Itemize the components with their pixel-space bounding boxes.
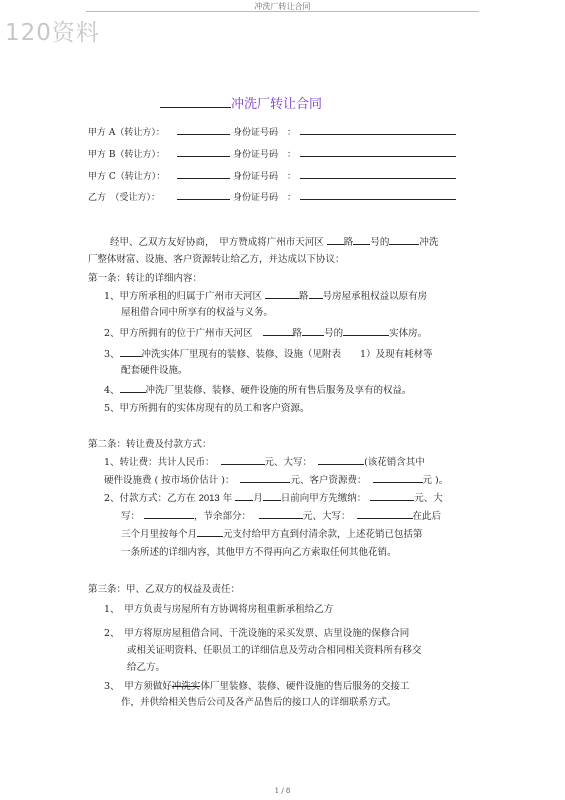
s2-i2-year: 2013 [198, 493, 220, 504]
party-b2-id-blank [300, 191, 456, 200]
party-b-id-label: 身份证号码 ： [233, 150, 297, 160]
s1-i4-num: 4、 [104, 385, 120, 396]
party-b2-id-label: 身份证号码 ： [233, 193, 297, 203]
intro-line-1 [110, 236, 438, 249]
header-rule [86, 11, 479, 12]
party-a-label: 甲方 A（转让方）： [88, 128, 165, 138]
s2-i1-rest: (该花销含其中 [364, 457, 425, 468]
party-c-label: 甲方 C（转让方）： [88, 172, 166, 182]
watermark: 120资料 [5, 20, 100, 46]
s2-item-2-line-2 [121, 510, 441, 523]
s1-item-2 [104, 327, 427, 340]
s1-i2-rest: 实体房。 [389, 328, 428, 339]
s1-i2-number: 号的 [324, 328, 344, 339]
s3-item-3 [104, 680, 409, 693]
client-fee-blank [373, 474, 423, 483]
party-c-name-blank [177, 170, 230, 179]
s3-item-2-line-2: 或相关证明资料、任职员工的详细信息及劳动合相同相关资料所有移交 [127, 645, 422, 656]
section-2-heading: 第二条：转让费及付款方式： [88, 439, 212, 450]
s1-item-5: 5、甲方所拥有的实体房现有的员工和客户资源。 [104, 403, 310, 414]
s3-i3-text: 3、 甲方须做好 [104, 681, 172, 692]
s1-item-3-line-2: 配套硬件设施。 [121, 365, 188, 376]
party-b2-label: 乙方 （受让方）： [88, 193, 161, 203]
title-text: 冲洗厂转让合同 [231, 97, 323, 112]
s2-i2-month: 月 [253, 493, 263, 504]
name-blank [120, 384, 146, 393]
s1-i1-text: 1、甲方所承租的归属于广州市天河区 [104, 291, 263, 302]
s1-item-4 [104, 384, 412, 397]
party-b2-name-blank [177, 191, 230, 200]
s1-i2-text: 2、甲方所拥有的位于广州市天河区 [104, 328, 253, 339]
day-blank [263, 492, 281, 501]
party-a-id-label: 身份证号码 ： [233, 128, 297, 138]
s2-i2-after: 在此后 [412, 511, 442, 522]
intro-line-2: 厂整体财富、设施、客户资源转让给乙方，并达成以下协议： [88, 254, 345, 265]
s1-i3-text: 冲洗实体厂里现有的装修、装修、设施（见附表 1）及现有耗材等 [141, 349, 433, 360]
s1-item-1-line-2: 屋租借合同中所享有的权益与义务。 [121, 307, 274, 318]
party-b-name-blank [177, 148, 230, 157]
deposit-blank [370, 492, 414, 501]
month-blank [235, 492, 253, 501]
title-blank [160, 96, 231, 108]
s2-i1-hw: 硬件设施费 ( 按市场价估计 )： [104, 475, 235, 486]
s2-item-1 [104, 456, 425, 469]
s1-i2-road: 路 [292, 328, 303, 339]
s1-i1-rest: 号房屋承租权益以原有房 [322, 291, 428, 302]
s2-item-2-line-3 [121, 528, 423, 541]
s2-i1-end: 元 )。 [422, 475, 449, 486]
s2-i1-client: 元、客户资源费： [290, 475, 367, 486]
deposit-upper-blank [144, 510, 194, 519]
s2-i1-upper: 元、大写： [264, 457, 313, 468]
s2-i2-year-label: 年 [222, 493, 233, 504]
running-header: 冲洗厂转让合同 [254, 2, 311, 11]
uppercase-blank [318, 456, 364, 465]
balance-upper-blank [357, 510, 413, 519]
s2-i2-upper: 元、大 [414, 493, 443, 504]
s3-i3-rest: 体厂里装修、装修、硬件设施的售后服务的交接工 [200, 681, 410, 692]
s3-i3-struck: 冲洗实 [171, 681, 201, 692]
s3-item-1: 1、 甲方负责与房屋所有方协调将房租重新承租给乙方 [104, 604, 334, 615]
number-blank [353, 236, 370, 245]
s2-item-1-line-2 [104, 474, 448, 487]
intro-wash: 冲洗 [419, 237, 439, 248]
road-blank [265, 290, 299, 299]
s3-item-2-line-3: 给乙方。 [127, 662, 166, 673]
s2-item-2-line-4: 一条所述的详细内容，其他甲方不得再向乙方索取任何其他花销。 [121, 547, 397, 558]
party-a-id-blank [300, 126, 456, 135]
s1-i3-num: 3、 [104, 349, 120, 360]
s3-item-2: 2、 甲方将原房屋租借合同、干洗设施的采买发票、店里设施的保修合同 [104, 628, 410, 639]
s1-item-1 [104, 290, 427, 303]
s2-i2-monthly: 三个月里按每个月 [121, 529, 198, 540]
s1-i4-text: 冲洗厂里装修、装修、硬件设施的所有售后服务及享有的权益。 [145, 385, 412, 396]
s2-i2-pay: 日前向甲方先缴纳： [280, 493, 367, 504]
hw-fee-blank [240, 474, 290, 483]
party-b-id-blank [300, 148, 456, 157]
s2-i2-rest-upper: 元、大写： [303, 511, 351, 522]
amount-blank [221, 456, 265, 465]
document-title [160, 93, 322, 112]
name-blank [343, 327, 389, 336]
party-a-name-blank [177, 126, 230, 135]
intro-number: 号的 [370, 237, 390, 248]
intro-text: 经甲、乙双方友好协商， 甲方赞成将广州市天河区 [110, 237, 324, 248]
party-b-label: 甲方 B（转让方）： [88, 150, 165, 160]
name-blank [120, 348, 142, 357]
party-c-id-blank [300, 170, 456, 179]
s2-i2-monthly-rest: 元支付给甲方直到付清余款，上述花销已包括第 [223, 529, 423, 540]
s2-i2-rest: ，节余部分： [194, 511, 252, 522]
s2-item-2 [104, 492, 443, 505]
s2-i2-write: 写： [121, 511, 141, 522]
s3-item-3-line-2: 作，并供给相关售后公司及各产品售后的接口人的详细联系方式。 [121, 697, 397, 708]
name-blank [389, 236, 419, 245]
s2-i2-text: 2、付款方式：乙方在 [104, 493, 196, 504]
balance-blank [259, 510, 303, 519]
number-blank [309, 290, 323, 299]
intro-road: 路 [343, 237, 354, 248]
road-blank [263, 327, 293, 336]
road-blank [327, 236, 344, 245]
monthly-blank [197, 528, 223, 537]
s2-i1-text: 1、转让费：共计人民币： [104, 457, 215, 468]
s1-i1-road: 路 [299, 291, 309, 302]
number-blank [302, 327, 324, 336]
s1-item-3 [104, 348, 433, 361]
section-1-heading: 第一条：转让的详细内容： [88, 273, 203, 284]
party-c-id-label: 身份证号码 ： [233, 172, 297, 182]
section-3-heading: 第三条：甲、乙双方的权益及责任： [88, 584, 241, 595]
page-number: 1 / 8 [274, 787, 291, 795]
